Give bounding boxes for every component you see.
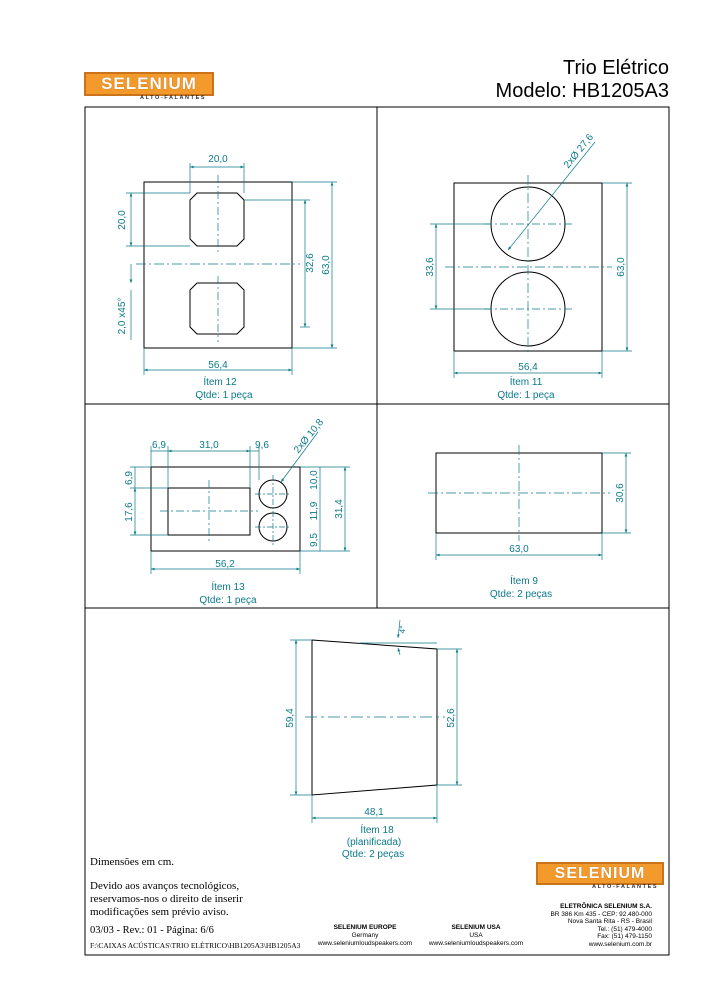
usa-name: SELENIUM USA	[451, 924, 501, 931]
notice-line-1: Devido aos avanços tecnológicos,	[90, 880, 240, 892]
notice-line-3: modificações sem prévio aviso.	[90, 906, 229, 918]
item9-dim-height: 30,6	[615, 483, 626, 503]
item13-dim-d1: 10,0	[309, 470, 320, 490]
item12-drawing	[117, 154, 337, 401]
item18-qty: Qtde: 2 peças	[341, 849, 405, 860]
item11-drawing	[425, 132, 632, 401]
item11-dim-width: 56,4	[518, 362, 538, 373]
company-web: www.selenium.com.br	[588, 940, 652, 948]
item12-panel	[144, 182, 292, 348]
item11-dim-diameter: 2xØ 27,6	[562, 132, 597, 171]
drawing-title: Trio Elétrico	[563, 57, 669, 79]
item11-dim-height: 63,0	[616, 257, 627, 277]
item9-drawing	[428, 445, 631, 600]
item18-dim-width: 48,1	[364, 807, 384, 818]
usa-url: www.seleniumloudspeakers.com	[428, 940, 524, 947]
model-title: Modelo: HB1205A3	[495, 80, 669, 102]
item18-drawing	[285, 620, 462, 860]
selenium-logo-footer	[536, 862, 664, 885]
item13-rect-hole	[168, 488, 250, 535]
item12-dim-hole-height: 20,0	[117, 210, 128, 230]
item9-dim-width: 63,0	[509, 544, 529, 555]
item12-dim-top-width: 20,0	[208, 154, 228, 165]
item12-dim-spacing: 32,6	[305, 253, 316, 273]
item12-dim-height: 63,0	[321, 255, 332, 275]
item12-dim-chamfer: 2,0 x45°	[117, 297, 128, 335]
item18-dim-angle: 4°	[397, 625, 408, 635]
item13-label: Ítem 13	[211, 582, 245, 593]
item11-label: Ítem 11	[509, 377, 543, 388]
item18-sub: (planificada)	[346, 837, 402, 848]
europe-name: SELENIUM EUROPE	[333, 924, 397, 931]
item12-top-hole	[190, 193, 244, 246]
units-note: Dimensões em cm.	[90, 856, 175, 868]
item13-dim-diameter: 2xØ 10,8	[292, 417, 327, 456]
company-name: ELETRÔNICA SELENIUM S.A.	[560, 903, 652, 910]
item12-bottom-hole	[190, 283, 244, 334]
company-address	[500, 903, 652, 948]
logo-subtitle: ALTO-FALANTES	[140, 95, 207, 101]
item13-dim-middle: 31,0	[199, 440, 219, 451]
item13-panel	[151, 467, 300, 551]
item12-dim-width: 56,4	[208, 360, 228, 371]
footer-logo-subtitle: ALTO-FALANTES	[592, 884, 659, 890]
usa-country: USA	[469, 932, 483, 939]
item13-dim-d2: 11,9	[309, 501, 320, 521]
revision-text: 03/03 - Rev.: 01 - Página: 6/6	[90, 925, 214, 936]
item9-label: Ítem 9	[510, 576, 538, 587]
europe-office	[300, 924, 430, 948]
item18-panel	[312, 640, 437, 795]
item18-dim-left-height: 59,4	[285, 708, 296, 728]
item11-dim-spacing: 33,6	[425, 257, 436, 277]
item13-dim-height: 31,4	[334, 499, 345, 519]
file-path: F:\CAIXAS ACÚSTICAS\TRIO ELÉTRICO\HB1205A3\HB1205A3	[90, 941, 301, 950]
item13-dim-d3: 9,5	[309, 533, 320, 547]
item13-dim-left: 6,9	[152, 440, 166, 451]
item9-qty: Qtde: 2 peças	[489, 589, 553, 600]
item11-qty: Qtde: 1 peça	[497, 390, 555, 401]
item12-qty: Qtde: 1 peça	[195, 390, 253, 401]
company-fax: Fax: (51) 479-1150	[597, 933, 652, 940]
company-address2: Nova Santa Rita - RS - Brasil	[567, 918, 652, 925]
item12-label: Ítem 12	[203, 377, 237, 388]
item13-drawing	[124, 417, 350, 606]
company-address1: BR 386 Km 435 - CEP: 92.480-000	[550, 910, 652, 918]
item13-dim-right: 9,6	[255, 440, 269, 451]
item18-dim-right-height: 52,6	[446, 708, 457, 728]
notice-line-2: reservamos-nos o direito de inserir	[90, 893, 243, 905]
item13-dim-top: 6,9	[124, 471, 135, 485]
logo-text: SELENIUM	[101, 74, 197, 93]
europe-country: Germany	[351, 932, 379, 939]
item18-label: Ítem 18	[360, 825, 394, 836]
item13-dim-rect-height: 17,6	[124, 502, 135, 522]
footer-logo-text: SELENIUM	[554, 864, 646, 882]
item13-qty: Qtde: 1 peça	[199, 595, 257, 606]
company-tel: Tel.: (51) 479-4000	[597, 925, 652, 933]
europe-url: www.seleniumloudspeakers.com	[317, 940, 413, 947]
item13-dim-width: 56,2	[215, 559, 235, 570]
